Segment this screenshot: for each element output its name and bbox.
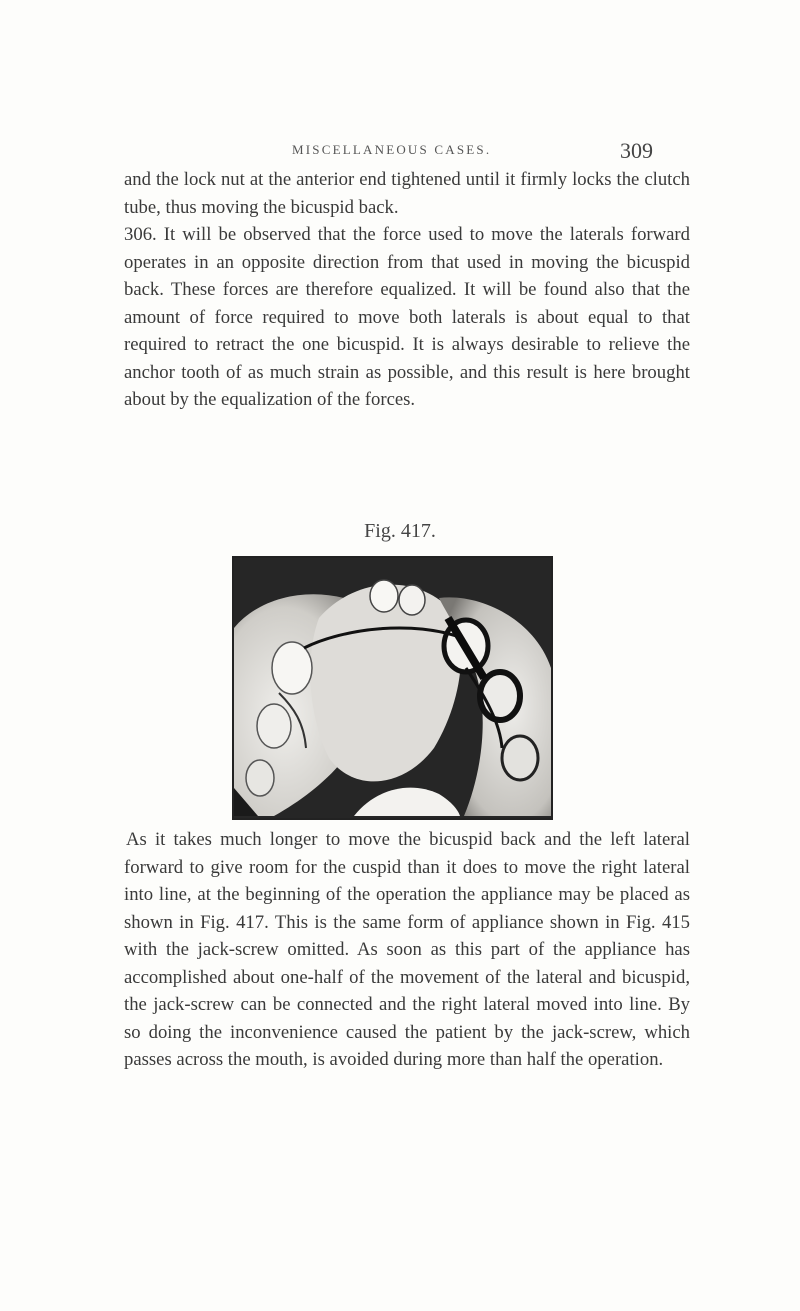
- figure-caption: Fig. 417.: [364, 520, 436, 542]
- dental-cast-photograph: [232, 556, 553, 820]
- running-title: MISCELLANEOUS CASES.: [292, 142, 492, 157]
- running-head: [0, 138, 800, 166]
- paragraph-306: 306. It will be observed that the force used to move the laterals forward operates in an opposite direction from that used in moving the bicuspid back. These forces are therefore equalized. It will be found also that the amount of force required to move both laterals is about equal to that required to retract the one bicuspid. It is always desirable to relieve the anchor tooth of as much strain as possible, and this result is here brought about by the equalization of the forces.: [124, 224, 690, 410]
- paragraph-3: As it takes much longer to move the bicuspid back and the left lateral forward to give room for the cuspid than it does to move the right lateral into line, at the beginning of the operation the appliance may be placed as shown in Fig. 417. This is the same form of appliance shown in Fig. 415 with the jack-screw omitted. As soon as this part of the appliance has accomplished about one-half of the movement of the lateral and bicuspid, the jack-screw can be connected and the right lateral moved into line. By so doing the inconvenience caused the patient by the jack-screw, which passes across the mouth, is avoided during more than half the operation.: [124, 829, 690, 1070]
- page-number: 309: [620, 138, 653, 163]
- paragraph-continuation: [124, 166, 690, 414]
- dental-cast-illustration: [234, 558, 551, 818]
- paragraph-1: and the lock nut at the anterior end tightened until it firmly locks the clutch tube, thus moving the bicuspid back.: [124, 169, 690, 218]
